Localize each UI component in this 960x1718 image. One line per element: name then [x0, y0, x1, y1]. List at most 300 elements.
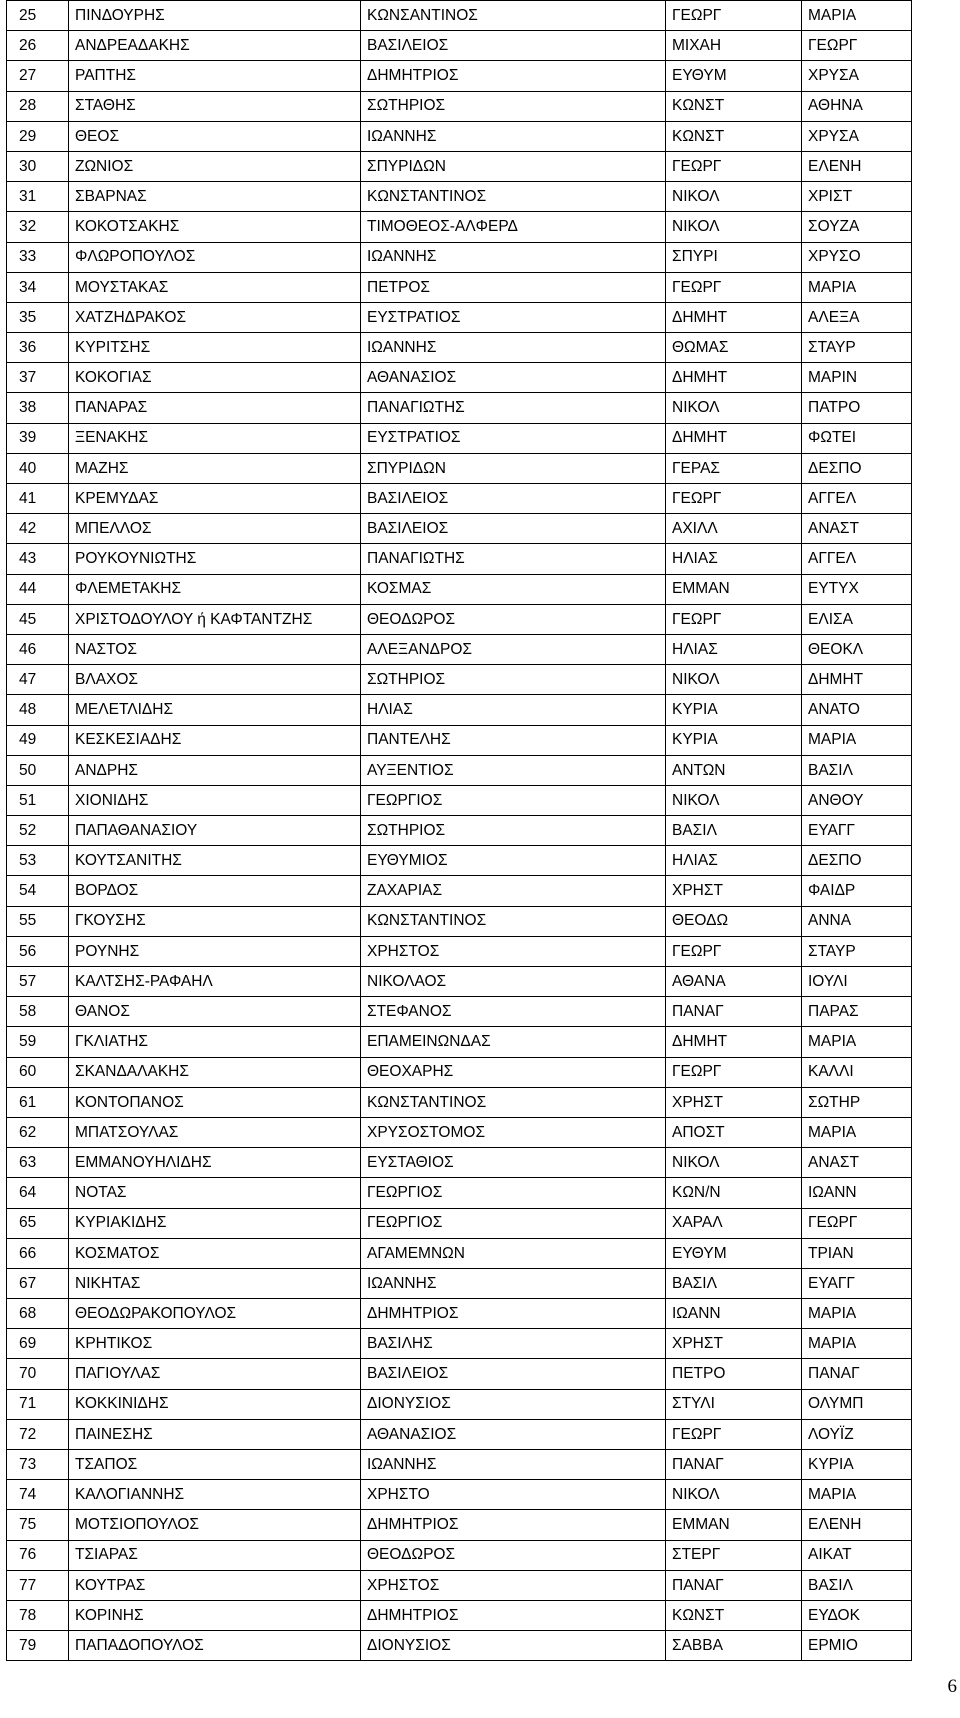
father-name-cell: ΓΕΩΡΓ: [666, 151, 802, 181]
surname-cell: ΑΝΔΡΕΑΔΑΚΗΣ: [69, 31, 361, 61]
row-number-cell: 26: [7, 31, 69, 61]
table-row: [7, 1027, 912, 1057]
mother-name-cell: ΦΩΤΕΙ: [802, 423, 912, 453]
row-number-cell: 58: [7, 997, 69, 1027]
first-name-cell: ΙΩΑΝΝΗΣ: [361, 121, 666, 151]
father-name-cell: ΓΕΩΡΓ: [666, 1, 802, 31]
surname-cell: ΘΑΝΟΣ: [69, 997, 361, 1027]
row-number-cell: 50: [7, 755, 69, 785]
mother-name-cell: ΣΤΑΥΡ: [802, 333, 912, 363]
mother-name-cell: ΜΑΡΙΑ: [802, 1299, 912, 1329]
first-name-cell: ΒΑΣΙΛΕΙΟΣ: [361, 1359, 666, 1389]
father-name-cell: ΕΜΜΑΝ: [666, 574, 802, 604]
table-row: [7, 242, 912, 272]
table-row: [7, 634, 912, 664]
first-name-cell: ΓΕΩΡΓΙΟΣ: [361, 785, 666, 815]
mother-name-cell: ΟΛΥΜΠ: [802, 1389, 912, 1419]
surname-cell: ΜΠΕΛΛΟΣ: [69, 514, 361, 544]
first-name-cell: ΝΙΚΟΛΑΟΣ: [361, 967, 666, 997]
table-row: [7, 604, 912, 634]
surname-cell: ΚΟΚΟΤΣΑΚΗΣ: [69, 212, 361, 242]
first-name-cell: ΧΡΗΣΤΟΣ: [361, 936, 666, 966]
father-name-cell: ΔΗΜΗΤ: [666, 423, 802, 453]
row-number-cell: 71: [7, 1389, 69, 1419]
first-name-cell: ΠΕΤΡΟΣ: [361, 272, 666, 302]
surname-cell: ΚΟΣΜΑΤΟΣ: [69, 1238, 361, 1268]
surname-cell: ΜΠΑΤΣΟΥΛΑΣ: [69, 1117, 361, 1147]
row-number-cell: 77: [7, 1570, 69, 1600]
mother-name-cell: ΣΟΥΖΑ: [802, 212, 912, 242]
father-name-cell: ΓΕΩΡΓ: [666, 484, 802, 514]
mother-name-cell: ΑΝΝΑ: [802, 906, 912, 936]
table-row: [7, 393, 912, 423]
mother-name-cell: ΑΘΗΝΑ: [802, 91, 912, 121]
first-name-cell: ΖΑΧΑΡΙΑΣ: [361, 876, 666, 906]
row-number-cell: 63: [7, 1148, 69, 1178]
mother-name-cell: ΜΑΡΙΑ: [802, 1117, 912, 1147]
surname-cell: ΠΙΝΔΟΥΡΗΣ: [69, 1, 361, 31]
first-name-cell: ΣΩΤΗΡΙΟΣ: [361, 816, 666, 846]
table-row: [7, 151, 912, 181]
mother-name-cell: ΣΩΤΗΡ: [802, 1087, 912, 1117]
surname-cell: ΤΣΙΑΡΑΣ: [69, 1540, 361, 1570]
father-name-cell: ΠΕΤΡΟ: [666, 1359, 802, 1389]
mother-name-cell: ΕΥΑΓΓ: [802, 1268, 912, 1298]
table-row: [7, 423, 912, 453]
row-number-cell: 33: [7, 242, 69, 272]
names-table: [6, 0, 912, 1661]
first-name-cell: ΘΕΟΧΑΡΗΣ: [361, 1057, 666, 1087]
row-number-cell: 60: [7, 1057, 69, 1087]
table-row: [7, 1057, 912, 1087]
table-row: [7, 1631, 912, 1661]
first-name-cell: ΧΡΗΣΤΟ: [361, 1480, 666, 1510]
first-name-cell: ΧΡΗΣΤΟΣ: [361, 1570, 666, 1600]
table-row: [7, 1359, 912, 1389]
row-number-cell: 57: [7, 967, 69, 997]
row-number-cell: 67: [7, 1268, 69, 1298]
table-row: [7, 453, 912, 483]
first-name-cell: ΕΥΣΤΡΑΤΙΟΣ: [361, 302, 666, 332]
surname-cell: ΧΡΙΣΤΟΔΟΥΛΟΥ ή ΚΑΦΤΑΝΤΖΗΣ: [69, 604, 361, 634]
row-number-cell: 54: [7, 876, 69, 906]
table-row: [7, 1540, 912, 1570]
page-number: 6: [947, 1676, 957, 1697]
surname-cell: ΡΑΠΤΗΣ: [69, 61, 361, 91]
table-row: [7, 544, 912, 574]
surname-cell: ΓΚΟΥΣΗΣ: [69, 906, 361, 936]
father-name-cell: ΧΡΗΣΤ: [666, 1087, 802, 1117]
surname-cell: ΒΟΡΔΟΣ: [69, 876, 361, 906]
father-name-cell: ΝΙΚΟΛ: [666, 393, 802, 423]
table-row: [7, 272, 912, 302]
surname-cell: ΘΕΟΣ: [69, 121, 361, 151]
first-name-cell: ΑΓΑΜΕΜΝΩΝ: [361, 1238, 666, 1268]
first-name-cell: ΣΩΤΗΡΙΟΣ: [361, 665, 666, 695]
first-name-cell: ΘΕΟΔΩΡΟΣ: [361, 1540, 666, 1570]
surname-cell: ΚΡΕΜΥΔΑΣ: [69, 484, 361, 514]
names-table-body: [7, 1, 912, 1661]
table-row: [7, 695, 912, 725]
father-name-cell: ΝΙΚΟΛ: [666, 665, 802, 695]
table-row: [7, 906, 912, 936]
first-name-cell: ΣΠΥΡΙΔΩΝ: [361, 151, 666, 181]
mother-name-cell: ΜΑΡΙΑ: [802, 1329, 912, 1359]
row-number-cell: 61: [7, 1087, 69, 1117]
table-row: [7, 363, 912, 393]
table-row: [7, 846, 912, 876]
father-name-cell: ΝΙΚΟΛ: [666, 182, 802, 212]
mother-name-cell: ΙΟΥΛΙ: [802, 967, 912, 997]
father-name-cell: ΕΥΘΥΜ: [666, 1238, 802, 1268]
surname-cell: ΓΚΛΙΑΤΗΣ: [69, 1027, 361, 1057]
row-number-cell: 38: [7, 393, 69, 423]
first-name-cell: ΚΩΝΣΤΑΝΤΙΝΟΣ: [361, 906, 666, 936]
father-name-cell: ΑΧΙΛΛ: [666, 514, 802, 544]
table-row: [7, 1329, 912, 1359]
row-number-cell: 36: [7, 333, 69, 363]
surname-cell: ΧΑΤΖΗΔΡΑΚΟΣ: [69, 302, 361, 332]
mother-name-cell: ΣΤΑΥΡ: [802, 936, 912, 966]
row-number-cell: 51: [7, 785, 69, 815]
table-row: [7, 31, 912, 61]
surname-cell: ΚΟΝΤΟΠΑΝΟΣ: [69, 1087, 361, 1117]
row-number-cell: 52: [7, 816, 69, 846]
mother-name-cell: ΜΑΡΙΑ: [802, 725, 912, 755]
row-number-cell: 64: [7, 1178, 69, 1208]
row-number-cell: 41: [7, 484, 69, 514]
row-number-cell: 29: [7, 121, 69, 151]
father-name-cell: ΓΕΩΡΓ: [666, 1419, 802, 1449]
father-name-cell: ΝΙΚΟΛ: [666, 785, 802, 815]
surname-cell: ΜΟΤΣΙΟΠΟΥΛΟΣ: [69, 1510, 361, 1540]
father-name-cell: ΗΛΙΑΣ: [666, 634, 802, 664]
first-name-cell: ΙΩΑΝΝΗΣ: [361, 242, 666, 272]
table-row: [7, 1480, 912, 1510]
first-name-cell: ΚΩΝΣΤΑΝΤΙΝΟΣ: [361, 182, 666, 212]
surname-cell: ΜΟΥΣΤΑΚΑΣ: [69, 272, 361, 302]
table-row: [7, 1510, 912, 1540]
father-name-cell: ΕΥΘΥΜ: [666, 61, 802, 91]
mother-name-cell: ΕΛΕΝΗ: [802, 151, 912, 181]
mother-name-cell: ΑΙΚΑΤ: [802, 1540, 912, 1570]
row-number-cell: 46: [7, 634, 69, 664]
mother-name-cell: ΑΓΓΕΛ: [802, 544, 912, 574]
first-name-cell: ΓΕΩΡΓΙΟΣ: [361, 1178, 666, 1208]
table-row: [7, 1087, 912, 1117]
father-name-cell: ΚΩΝΣΤ: [666, 1600, 802, 1630]
surname-cell: ΠΑΙΝΕΣΗΣ: [69, 1419, 361, 1449]
table-row: [7, 1, 912, 31]
father-name-cell: ΣΑΒΒΑ: [666, 1631, 802, 1661]
row-number-cell: 45: [7, 604, 69, 634]
row-number-cell: 37: [7, 363, 69, 393]
father-name-cell: ΠΑΝΑΓ: [666, 1570, 802, 1600]
row-number-cell: 35: [7, 302, 69, 332]
father-name-cell: ΔΗΜΗΤ: [666, 302, 802, 332]
table-row: [7, 1268, 912, 1298]
mother-name-cell: ΕΡΜΙΟ: [802, 1631, 912, 1661]
father-name-cell: ΜΙΧΑΗ: [666, 31, 802, 61]
surname-cell: ΦΛΩΡΟΠΟΥΛΟΣ: [69, 242, 361, 272]
table-row: [7, 785, 912, 815]
row-number-cell: 79: [7, 1631, 69, 1661]
surname-cell: ΣΚΑΝΔΑΛΑΚΗΣ: [69, 1057, 361, 1087]
first-name-cell: ΔΙΟΝΥΣΙΟΣ: [361, 1389, 666, 1419]
surname-cell: ΚΕΣΚΕΣΙΑΔΗΣ: [69, 725, 361, 755]
row-number-cell: 44: [7, 574, 69, 604]
row-number-cell: 43: [7, 544, 69, 574]
first-name-cell: ΔΙΟΝΥΣΙΟΣ: [361, 1631, 666, 1661]
surname-cell: ΚΥΡΙΑΚΙΔΗΣ: [69, 1208, 361, 1238]
first-name-cell: ΗΛΙΑΣ: [361, 695, 666, 725]
row-number-cell: 30: [7, 151, 69, 181]
first-name-cell: ΑΘΑΝΑΣΙΟΣ: [361, 1419, 666, 1449]
father-name-cell: ΑΝΤΩΝ: [666, 755, 802, 785]
row-number-cell: 42: [7, 514, 69, 544]
mother-name-cell: ΑΝΑΤΟ: [802, 695, 912, 725]
first-name-cell: ΒΑΣΙΛΗΣ: [361, 1329, 666, 1359]
father-name-cell: ΗΛΙΑΣ: [666, 846, 802, 876]
row-number-cell: 74: [7, 1480, 69, 1510]
father-name-cell: ΙΩΑΝΝ: [666, 1299, 802, 1329]
father-name-cell: ΔΗΜΗΤ: [666, 1027, 802, 1057]
first-name-cell: ΣΤΕΦΑΝΟΣ: [361, 997, 666, 1027]
row-number-cell: 55: [7, 906, 69, 936]
table-row: [7, 302, 912, 332]
father-name-cell: ΚΩΝΣΤ: [666, 121, 802, 151]
row-number-cell: 66: [7, 1238, 69, 1268]
father-name-cell: ΓΕΩΡΓ: [666, 936, 802, 966]
row-number-cell: 28: [7, 91, 69, 121]
mother-name-cell: ΔΕΣΠΟ: [802, 846, 912, 876]
mother-name-cell: ΘΕΟΚΛ: [802, 634, 912, 664]
row-number-cell: 62: [7, 1117, 69, 1147]
table-row: [7, 1299, 912, 1329]
surname-cell: ΚΟΡΙΝΗΣ: [69, 1600, 361, 1630]
first-name-cell: ΑΥΞΕΝΤΙΟΣ: [361, 755, 666, 785]
mother-name-cell: ΜΑΡΙΑ: [802, 272, 912, 302]
table-row: [7, 1117, 912, 1147]
table-row: [7, 1419, 912, 1449]
table-row: [7, 1238, 912, 1268]
surname-cell: ΝΑΣΤΟΣ: [69, 634, 361, 664]
mother-name-cell: ΑΝΑΣΤ: [802, 1148, 912, 1178]
mother-name-cell: ΓΕΩΡΓ: [802, 31, 912, 61]
row-number-cell: 73: [7, 1450, 69, 1480]
row-number-cell: 25: [7, 1, 69, 31]
father-name-cell: ΠΑΝΑΓ: [666, 997, 802, 1027]
first-name-cell: ΚΟΣΜΑΣ: [361, 574, 666, 604]
surname-cell: ΑΝΔΡΗΣ: [69, 755, 361, 785]
first-name-cell: ΠΑΝΑΓΙΩΤΗΣ: [361, 544, 666, 574]
surname-cell: ΚΟΥΤΡΑΣ: [69, 1570, 361, 1600]
father-name-cell: ΝΙΚΟΛ: [666, 1148, 802, 1178]
row-number-cell: 70: [7, 1359, 69, 1389]
first-name-cell: ΒΑΣΙΛΕΙΟΣ: [361, 484, 666, 514]
surname-cell: ΡΟΥΚΟΥΝΙΩΤΗΣ: [69, 544, 361, 574]
father-name-cell: ΕΜΜΑΝ: [666, 1510, 802, 1540]
row-number-cell: 65: [7, 1208, 69, 1238]
row-number-cell: 32: [7, 212, 69, 242]
row-number-cell: 40: [7, 453, 69, 483]
mother-name-cell: ΜΑΡΙΑ: [802, 1, 912, 31]
first-name-cell: ΑΘΑΝΑΣΙΟΣ: [361, 363, 666, 393]
father-name-cell: ΚΥΡΙΑ: [666, 725, 802, 755]
first-name-cell: ΒΑΣΙΛΕΙΟΣ: [361, 514, 666, 544]
row-number-cell: 48: [7, 695, 69, 725]
table-row: [7, 212, 912, 242]
surname-cell: ΚΟΚΚΙΝΙΔΗΣ: [69, 1389, 361, 1419]
mother-name-cell: ΛΟΥΪΖ: [802, 1419, 912, 1449]
father-name-cell: ΑΠΟΣΤ: [666, 1117, 802, 1147]
mother-name-cell: ΙΩΑΝΝ: [802, 1178, 912, 1208]
surname-cell: ΣΤΑΘΗΣ: [69, 91, 361, 121]
father-name-cell: ΝΙΚΟΛ: [666, 1480, 802, 1510]
father-name-cell: ΧΡΗΣΤ: [666, 1329, 802, 1359]
father-name-cell: ΝΙΚΟΛ: [666, 212, 802, 242]
surname-cell: ΞΕΝΑΚΗΣ: [69, 423, 361, 453]
row-number-cell: 34: [7, 272, 69, 302]
surname-cell: ΚΥΡΙΤΣΗΣ: [69, 333, 361, 363]
row-number-cell: 31: [7, 182, 69, 212]
father-name-cell: ΓΕΩΡΓ: [666, 272, 802, 302]
father-name-cell: ΘΩΜΑΣ: [666, 333, 802, 363]
first-name-cell: ΔΗΜΗΤΡΙΟΣ: [361, 1299, 666, 1329]
table-row: [7, 514, 912, 544]
table-row: [7, 755, 912, 785]
surname-cell: ΠΑΝΑΡΑΣ: [69, 393, 361, 423]
surname-cell: ΧΙΟΝΙΔΗΣ: [69, 785, 361, 815]
first-name-cell: ΚΩΝΣΤΑΝΤΙΝΟΣ: [361, 1087, 666, 1117]
table-row: [7, 182, 912, 212]
father-name-cell: ΧΡΗΣΤ: [666, 876, 802, 906]
mother-name-cell: ΒΑΣΙΛ: [802, 755, 912, 785]
table-row: [7, 574, 912, 604]
father-name-cell: ΔΗΜΗΤ: [666, 363, 802, 393]
mother-name-cell: ΠΑΝΑΓ: [802, 1359, 912, 1389]
row-number-cell: 72: [7, 1419, 69, 1449]
mother-name-cell: ΜΑΡΙΑ: [802, 1480, 912, 1510]
mother-name-cell: ΧΡΙΣΤ: [802, 182, 912, 212]
mother-name-cell: ΠΑΤΡΟ: [802, 393, 912, 423]
mother-name-cell: ΤΡΙΑΝ: [802, 1238, 912, 1268]
mother-name-cell: ΠΑΡΑΣ: [802, 997, 912, 1027]
first-name-cell: ΘΕΟΔΩΡΟΣ: [361, 604, 666, 634]
first-name-cell: ΤΙΜΟΘΕΟΣ-ΑΛΦΕΡΔ: [361, 212, 666, 242]
father-name-cell: ΘΕΟΔΩ: [666, 906, 802, 936]
table-row: [7, 1600, 912, 1630]
surname-cell: ΠΑΠΑΘΑΝΑΣΙΟΥ: [69, 816, 361, 846]
first-name-cell: ΕΠΑΜΕΙΝΩΝΔΑΣ: [361, 1027, 666, 1057]
mother-name-cell: ΕΥΑΓΓ: [802, 816, 912, 846]
mother-name-cell: ΕΥΔΟΚ: [802, 1600, 912, 1630]
father-name-cell: ΣΤΕΡΓ: [666, 1540, 802, 1570]
table-row: [7, 1178, 912, 1208]
table-row: [7, 333, 912, 363]
first-name-cell: ΔΗΜΗΤΡΙΟΣ: [361, 61, 666, 91]
surname-cell: ΚΟΚΟΓΙΑΣ: [69, 363, 361, 393]
father-name-cell: ΚΥΡΙΑ: [666, 695, 802, 725]
surname-cell: ΒΛΑΧΟΣ: [69, 665, 361, 695]
row-number-cell: 39: [7, 423, 69, 453]
table-row: [7, 61, 912, 91]
surname-cell: ΜΑΖΗΣ: [69, 453, 361, 483]
surname-cell: ΠΑΓΙΟΥΛΑΣ: [69, 1359, 361, 1389]
surname-cell: ΝΟΤΑΣ: [69, 1178, 361, 1208]
table-row: [7, 1389, 912, 1419]
mother-name-cell: ΑΝΘΟΥ: [802, 785, 912, 815]
row-number-cell: 78: [7, 1600, 69, 1630]
mother-name-cell: ΓΕΩΡΓ: [802, 1208, 912, 1238]
row-number-cell: 76: [7, 1540, 69, 1570]
father-name-cell: ΧΑΡΑΛ: [666, 1208, 802, 1238]
table-row: [7, 997, 912, 1027]
mother-name-cell: ΚΥΡΙΑ: [802, 1450, 912, 1480]
mother-name-cell: ΔΕΣΠΟ: [802, 453, 912, 483]
mother-name-cell: ΒΑΣΙΛ: [802, 1570, 912, 1600]
row-number-cell: 68: [7, 1299, 69, 1329]
row-number-cell: 56: [7, 936, 69, 966]
first-name-cell: ΔΗΜΗΤΡΙΟΣ: [361, 1510, 666, 1540]
father-name-cell: ΓΕΩΡΓ: [666, 1057, 802, 1087]
row-number-cell: 69: [7, 1329, 69, 1359]
row-number-cell: 53: [7, 846, 69, 876]
father-name-cell: ΗΛΙΑΣ: [666, 544, 802, 574]
surname-cell: ΚΟΥΤΣΑΝΙΤΗΣ: [69, 846, 361, 876]
first-name-cell: ΑΛΕΞΑΝΔΡΟΣ: [361, 634, 666, 664]
surname-cell: ΤΣΑΠΟΣ: [69, 1450, 361, 1480]
surname-cell: ΚΑΛΟΓΙΑΝΝΗΣ: [69, 1480, 361, 1510]
father-name-cell: ΓΕΡΑΣ: [666, 453, 802, 483]
first-name-cell: ΓΕΩΡΓΙΟΣ: [361, 1208, 666, 1238]
mother-name-cell: ΔΗΜΗΤ: [802, 665, 912, 695]
first-name-cell: ΙΩΑΝΝΗΣ: [361, 333, 666, 363]
first-name-cell: ΧΡΥΣΟΣΤΟΜΟΣ: [361, 1117, 666, 1147]
mother-name-cell: ΦΑΙΔΡ: [802, 876, 912, 906]
mother-name-cell: ΧΡΥΣΟ: [802, 242, 912, 272]
first-name-cell: ΕΥΣΤΑΘΙΟΣ: [361, 1148, 666, 1178]
table-row: [7, 1450, 912, 1480]
table-row: [7, 484, 912, 514]
table-row: [7, 967, 912, 997]
father-name-cell: ΣΤΥΛΙ: [666, 1389, 802, 1419]
row-number-cell: 49: [7, 725, 69, 755]
first-name-cell: ΒΑΣΙΛΕΙΟΣ: [361, 31, 666, 61]
table-row: [7, 876, 912, 906]
table-row: [7, 121, 912, 151]
surname-cell: ΜΕΛΕΤΛΙΔΗΣ: [69, 695, 361, 725]
mother-name-cell: ΑΝΑΣΤ: [802, 514, 912, 544]
mother-name-cell: ΕΛΙΣΑ: [802, 604, 912, 634]
mother-name-cell: ΜΑΡΙΝ: [802, 363, 912, 393]
father-name-cell: ΓΕΩΡΓ: [666, 604, 802, 634]
father-name-cell: ΠΑΝΑΓ: [666, 1450, 802, 1480]
mother-name-cell: ΧΡΥΣΑ: [802, 121, 912, 151]
surname-cell: ΘΕΟΔΩΡΑΚΟΠΟΥΛΟΣ: [69, 1299, 361, 1329]
row-number-cell: 47: [7, 665, 69, 695]
mother-name-cell: ΧΡΥΣΑ: [802, 61, 912, 91]
table-row: [7, 936, 912, 966]
father-name-cell: ΚΩΝ/Ν: [666, 1178, 802, 1208]
first-name-cell: ΔΗΜΗΤΡΙΟΣ: [361, 1600, 666, 1630]
row-number-cell: 27: [7, 61, 69, 91]
surname-cell: ΦΛΕΜΕΤΑΚΗΣ: [69, 574, 361, 604]
table-row: [7, 1570, 912, 1600]
first-name-cell: ΙΩΑΝΝΗΣ: [361, 1268, 666, 1298]
mother-name-cell: ΜΑΡΙΑ: [802, 1027, 912, 1057]
mother-name-cell: ΚΑΛΛΙ: [802, 1057, 912, 1087]
